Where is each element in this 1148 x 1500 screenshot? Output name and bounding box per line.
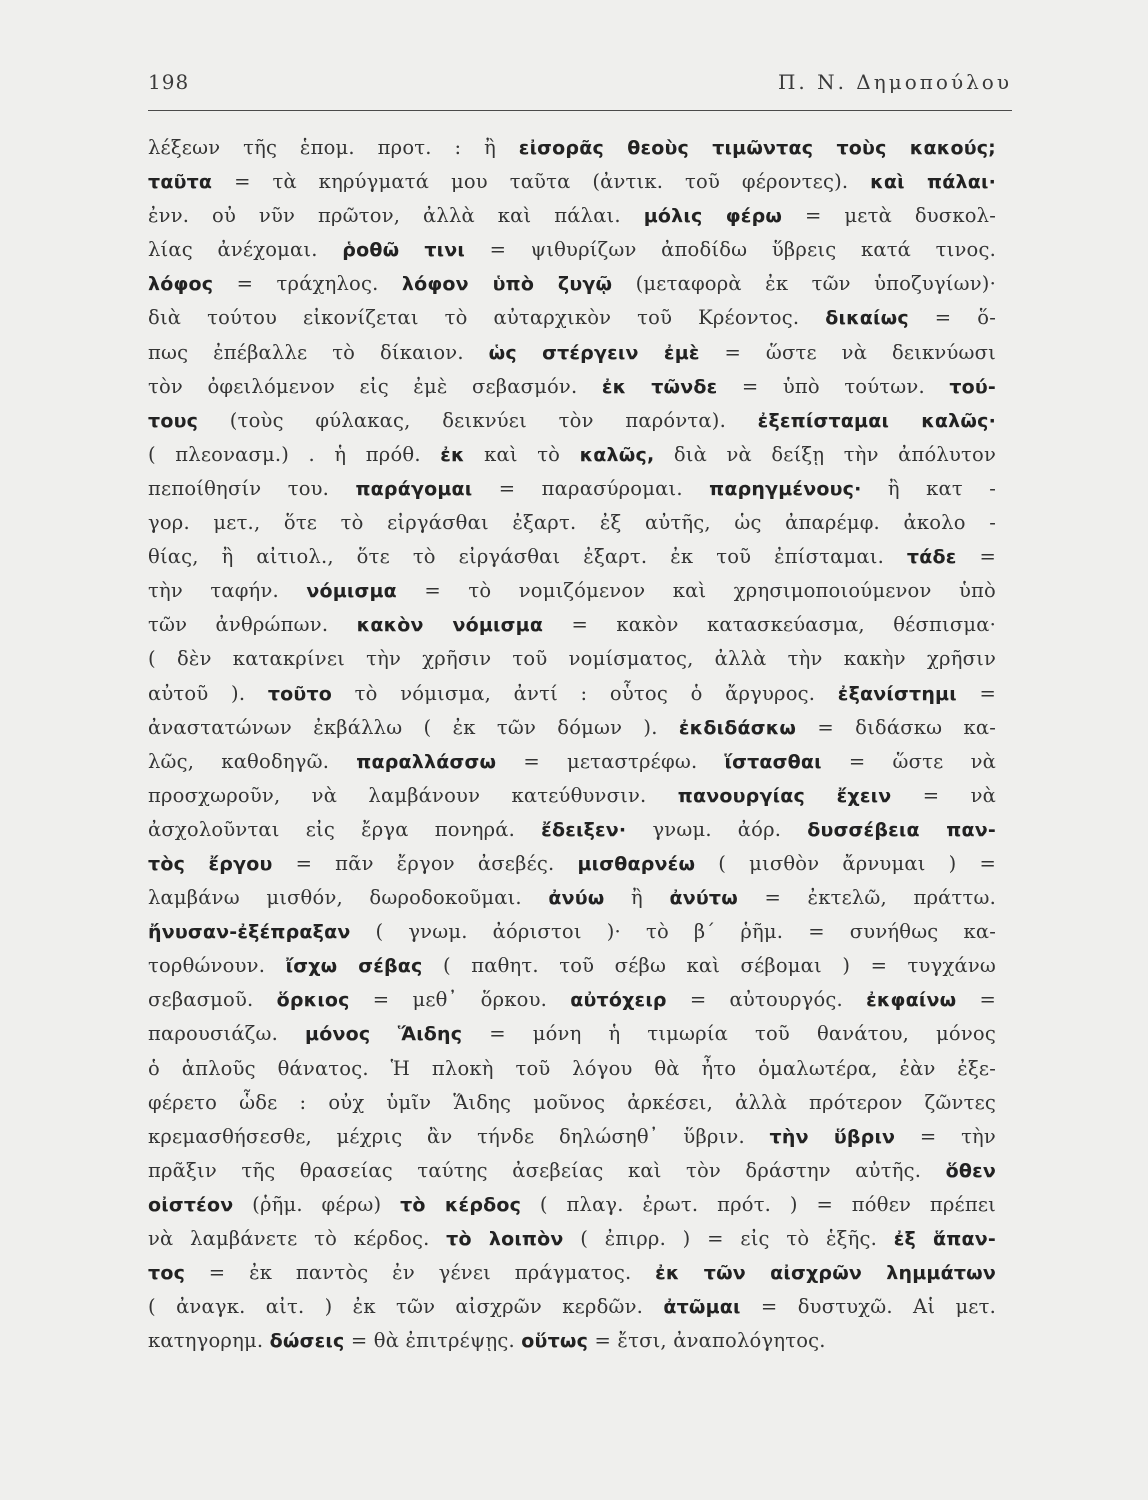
page-number: 198 [148, 70, 190, 94]
headword: τὸ κέρδος [400, 1193, 522, 1216]
text-line [148, 608, 996, 642]
headword: ἀτῶμαι [663, 1296, 741, 1319]
headword: λόφος [148, 273, 214, 296]
gloss-text: τὸ νόμισμα, ἀντί : οὗτος ὁ ἄργυρος. [332, 681, 838, 705]
gloss-text: πρᾶξιν τῆς θρασείας ταύτης ἀσεβείας καὶ τὸν δράστην αὐτῆς. [148, 1158, 946, 1182]
text-line [148, 472, 996, 506]
headword: ῥοθῶ τινι [342, 239, 465, 262]
text-line [148, 404, 996, 438]
text-line [148, 233, 996, 267]
gloss-text: πως ἐπέβαλλε τὸ δίκαιον. [148, 340, 489, 364]
text-line [148, 165, 996, 199]
commentary-text [148, 131, 996, 1358]
gloss-text: ὁ ἁπλοῦς θάνατος. Ἡ πλοκὴ τοῦ λόγου θὰ ἦτο ὁμαλωτέρα, ἐὰν ἐξε- [148, 1056, 996, 1080]
gloss-text: = ψιθυρίζων ἀποδίδω ὕβρεις κατά τινος. [465, 238, 996, 262]
gloss-text: = ὥστε νὰ [821, 749, 996, 773]
gloss-text: = ὅ- [908, 306, 996, 330]
text-line [148, 506, 996, 540]
text-line [148, 881, 996, 915]
headword: ἐξεπίσταμαι καλῶς· [757, 409, 996, 432]
gloss-text: λέξεων τῆς ἑπομ. προτ. : ἢ [148, 136, 519, 159]
gloss-text: = παρασύρομαι. [472, 476, 710, 500]
text-line [148, 336, 996, 370]
text-line [148, 711, 996, 745]
gloss-text: πεποίθησίν του. [148, 476, 356, 500]
headword: τὴν ὕβριν [769, 1125, 896, 1148]
headword: ἤνυσαν-ἐξέπραξαν [148, 921, 351, 944]
gloss-text: φέρετο ὧδε : οὐχ ὑμῖν Ἅιδης μοῦνος ἀρκέσει, ἀλλὰ πρότερον ζῶντες [148, 1090, 996, 1114]
gloss-text: = τὸ νομιζόμενον καὶ χρησιμοποιούμενον ὑπὸ [396, 579, 996, 603]
headword: μόνος Ἅιδης [305, 1023, 463, 1046]
headword: τοῦτο [267, 682, 333, 705]
gloss-text: ( ἐπιρρ. ) = εἰς τὸ ἑξῆς. [563, 1227, 894, 1250]
headword: ἐκ τῶν αἰσχρῶν λημμάτων [655, 1262, 996, 1285]
gloss-text: διὰ τούτου εἰκονίζεται τὸ αὐταρχικὸν τοῦ Κρέοντος. [148, 306, 826, 330]
gloss-text: τὸν ὀφειλόμενον εἰς ἐμὲ σεβασμόν. [148, 374, 602, 398]
headword: ὅθεν [945, 1159, 996, 1182]
gloss-text: = μόνη ἡ τιμωρία τοῦ θανάτου, μόνος [462, 1022, 996, 1046]
gloss-text: ( πλαγ. ἐρωτ. πρότ. ) = πόθεν πρέπει [521, 1192, 996, 1216]
gloss-text: ( ἀναγκ. αἰτ. ) ἐκ τῶν αἰσχρῶν κερδῶν. [148, 1295, 664, 1319]
gloss-text: ( πλεονασμ.) . ἡ πρόθ. [148, 442, 441, 466]
headword: δώσεις [269, 1330, 345, 1353]
gloss-text: = τὰ κηρύγματά μου ταῦτα (ἀντικ. τοῦ φέροντες). [212, 170, 871, 194]
gloss-text: τὴν ταφήν. [148, 579, 307, 603]
text-line [148, 370, 996, 404]
headword: δικαίως [825, 307, 909, 330]
gloss-text: ἢ [604, 886, 670, 910]
headword: ἔδειξεν· [541, 818, 627, 841]
headword: ἵστασθαι [724, 750, 822, 773]
headword: ἀνύτω [669, 887, 738, 910]
gloss-text: = [956, 681, 996, 705]
text-line [148, 1324, 996, 1358]
text-line [148, 779, 996, 813]
text-line [148, 1222, 996, 1256]
text-line [148, 1120, 996, 1154]
headword: ἴσχω σέβας [285, 955, 423, 978]
headword: παραλλάσσω [356, 750, 497, 773]
gloss-text: ἀναστατώνων ἐκβάλλω ( ἐκ τῶν δόμων ). [148, 715, 679, 739]
headword: λόφον ὑπὸ ζυγῷ [401, 273, 613, 296]
text-line [148, 540, 996, 574]
headword: ἐξανίστημι [837, 682, 957, 705]
header-rule [148, 110, 1012, 111]
text-line [148, 438, 996, 472]
headword: καλῶς, [579, 443, 655, 466]
headword: οὕτως [521, 1330, 589, 1353]
text-line [148, 915, 996, 949]
gloss-text: = [956, 545, 996, 569]
running-head: Π. Ν. Δημοπούλου [777, 70, 1012, 94]
headword: πανουργίας ἔχειν [677, 784, 892, 807]
gloss-text: = ἐκ παντὸς ἐν γένει πράγματος. [185, 1261, 656, 1285]
gloss-text: ἢ κατ - [861, 476, 996, 500]
text-line [148, 199, 996, 233]
gloss-text: = τράχηλος. [213, 272, 402, 296]
gloss-text: σεβασμοῦ. [148, 988, 277, 1012]
headword: μόλις φέρω [643, 205, 783, 228]
gloss-text: = τὴν [895, 1124, 996, 1148]
gloss-text: = ἔτσι, ἀναπολόγητος. [588, 1329, 826, 1353]
text-line [148, 642, 996, 676]
text-line [148, 983, 996, 1017]
headword: ἐκ [440, 443, 465, 466]
text-line [148, 267, 996, 301]
gloss-text: (μεταφορὰ ἐκ τῶν ὑποζυγίων)· [612, 272, 996, 296]
gloss-text: = ὥστε νὰ δεικνύωσι [699, 340, 996, 364]
gloss-text: προσχωροῦν, νὰ λαμβάνουν κατεύθυνσιν. [148, 783, 678, 807]
gloss-text: = διδάσκω κα- [796, 715, 996, 739]
headword: ὅρκιος [276, 989, 350, 1012]
gloss-text: αὐτοῦ ). [148, 681, 268, 705]
headword: ταῦτα [148, 171, 213, 194]
gloss-text: = νὰ [891, 783, 996, 807]
text-line [148, 1188, 996, 1222]
gloss-text: = μετὰ δυσκολ- [782, 204, 996, 228]
headword: ὡς στέργειν ἐμὲ [488, 341, 700, 364]
text-line [148, 677, 996, 711]
gloss-text: γορ. μετ., ὅτε τὸ εἰργάσθαι ἐξαρτ. ἐξ αὐτῆς, ὡς ἀπαρέμφ. ἀκολο - [148, 511, 996, 535]
gloss-text: ( γνωμ. ἀόριστοι )· τὸ β΄ ῥῆμ. = συνήθως κα- [350, 920, 996, 944]
headword: τού- [949, 375, 996, 398]
headword: παρηγμένους· [709, 477, 862, 500]
gloss-text: γνωμ. ἀόρ. [626, 817, 808, 841]
gloss-text: ( μισθὸν ἄρνυμαι ) = [695, 851, 996, 875]
text-line [148, 1086, 996, 1120]
headword: μισθαρνέω [577, 852, 696, 875]
gloss-text: θίας, ἢ αἰτιολ., ὅτε τὸ εἰργάσθαι ἐξαρτ. ἐκ τοῦ ἐπίσταμαι. [148, 545, 907, 569]
headword: παράγομαι [355, 477, 473, 500]
text-line [148, 301, 996, 335]
gloss-text: κατηγορημ. [148, 1329, 270, 1353]
gloss-text: ἐνν. οὐ νῦν πρῶτον, ἀλλὰ καὶ πάλαι. [148, 204, 644, 228]
text-line [148, 131, 996, 165]
headword: κακὸν νόμισμα [356, 614, 544, 637]
headword: τους [148, 409, 199, 432]
headword: οἰστέον [148, 1193, 234, 1216]
text-line [148, 1256, 996, 1290]
headword: ἐξ ἅπαν- [893, 1228, 996, 1250]
headword: τὸ λοιπὸν [446, 1228, 564, 1250]
gloss-text: τορθώνουν. [148, 954, 286, 978]
headword: ἐκδιδάσκω [678, 716, 797, 739]
text-line [148, 949, 996, 983]
headword: δυσσέβεια παν- [807, 818, 996, 841]
gloss-text: νὰ λαμβάνετε τὸ κέρδος. [148, 1227, 447, 1250]
gloss-text: ( δὲν κατακρίνει τὴν χρῆσιν τοῦ νομίσματος, ἀλλὰ τὴν κακὴν χρῆσιν [148, 647, 996, 671]
gloss-text: = μεταστρέφω. [496, 749, 725, 773]
gloss-text: παρουσιάζω. [148, 1022, 306, 1046]
gloss-text: λῶς, καθοδηγῶ. [148, 749, 357, 773]
headword: τὸς ἔργου [148, 852, 273, 875]
text-line [148, 1290, 996, 1324]
headword: ἀνύω [548, 887, 605, 910]
headword: ἐκφαίνω [866, 989, 957, 1012]
gloss-text: = ὑπὸ τούτων. [717, 374, 950, 398]
gloss-text: κρεμασθήσεσθε, μέχρις ἂν τήνδε δηλώσηθ᾽ ὕβριν. [148, 1124, 770, 1148]
headword: ἐκ τῶνδε [601, 375, 718, 398]
headword: καὶ πάλαι· [870, 171, 996, 194]
text-line [148, 1017, 996, 1051]
gloss-text: ἀσχολοῦνται εἰς ἔργα πονηρά. [148, 817, 542, 841]
text-line [148, 574, 996, 608]
headword: τάδε [906, 546, 957, 569]
gloss-text: = αὐτουργός. [666, 988, 867, 1012]
gloss-text: = δυστυχῶ. Αἱ μετ. [740, 1295, 996, 1319]
gloss-text: διὰ νὰ δείξῃ τὴν ἀπόλυτον [654, 442, 996, 466]
gloss-text: λίας ἀνέχομαι. [148, 238, 343, 262]
gloss-text: τῶν ἀνθρώπων. [148, 613, 357, 637]
gloss-text: ( παθητ. τοῦ σέβω καὶ σέβομαι ) = τυγχάνω [422, 954, 996, 978]
text-line [148, 813, 996, 847]
headword: νόμισμα [306, 580, 397, 603]
gloss-text: = πᾶν ἔργον ἀσεβές. [272, 851, 578, 875]
text-line [148, 1052, 996, 1086]
page-header [148, 70, 1012, 108]
headword: αὐτόχειρ [570, 989, 667, 1012]
headword: τος [148, 1262, 186, 1285]
gloss-text: = θὰ ἐπιτρέψῃς. [344, 1329, 522, 1353]
gloss-text: λαμβάνω μισθόν, δωροδοκοῦμαι. [148, 886, 549, 910]
gloss-text: = [956, 988, 996, 1012]
gloss-text: (ῥῆμ. φέρω) [233, 1192, 401, 1216]
text-line [148, 745, 996, 779]
text-line [148, 847, 996, 881]
gloss-text: καὶ τὸ [464, 442, 580, 466]
text-line [148, 1154, 996, 1188]
headword: εἰσορᾶς θεοὺς τιμῶντας τοὺς κακούς; [518, 137, 996, 159]
gloss-text: = ἐκτελῶ, πράττω. [737, 886, 996, 910]
gloss-text: = κακὸν κατασκεύασμα, θέσπισμα· [543, 613, 996, 637]
gloss-text: = μεθ᾽ ὅρκου. [349, 988, 571, 1012]
gloss-text: (τοὺς φύλακας, δεικνύει τὸν παρόντα). [198, 408, 758, 432]
